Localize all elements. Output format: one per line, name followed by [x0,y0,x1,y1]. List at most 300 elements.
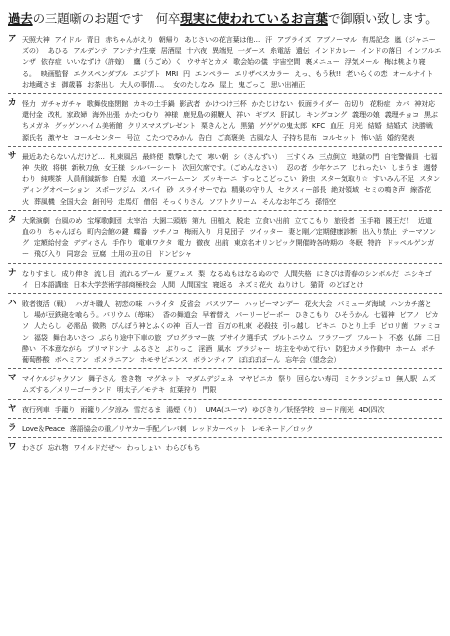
theme-word: 反省会 [179,299,201,309]
theme-word: 義理の娘 [352,110,380,120]
theme-word: 祥い [236,110,251,120]
theme-word: 神対応 [414,99,435,109]
theme-word: レッドカーペット [191,423,247,433]
theme-word: 門限 [202,385,217,395]
theme-word: 舞台あいさつ [52,332,95,342]
theme-word: ぽぽぽぽーん [238,355,281,365]
theme-word: 回らない寿司 [296,374,339,384]
theme-word: ミケランジェロ [343,374,392,384]
theme-word: 天照大神 [22,35,50,44]
theme-word: 決勝戦 [412,121,433,131]
theme-word: 七福神 [22,151,438,173]
theme-word: 日本語講座 [33,279,69,289]
section-3 [8,151,442,207]
theme-word: 結婚 [367,121,382,131]
theme-word: 異端児 [212,46,233,56]
theme-word: 地獄の門 [351,151,380,161]
theme-word: ブサイク選手式 [219,332,268,342]
theme-word: 落語協会の重／リヤカー手配／レバ刺 [69,423,187,433]
theme-word: 海外出張 [92,110,120,120]
theme-word: フルート [356,332,384,342]
theme-word: いいなずけ（許嫁） [66,57,129,67]
theme-word: あひる [47,46,69,56]
theme-word: 流し目 [94,268,115,278]
theme-word: 台風のめ [54,215,83,225]
theme-word: 百人一首 [184,321,213,331]
theme-word: ちゃんぽら [47,227,83,237]
theme-word: わさび [22,443,43,453]
theme-word: 二日酔い [22,332,441,353]
theme-word: 線香花火 [22,185,431,206]
theme-word: アイドル [54,35,82,44]
theme-word: 豆腐 [92,249,106,259]
theme-word: スライサーでね [178,185,227,195]
theme-word: 福袋 [33,332,48,342]
theme-word: 砂 [166,185,174,195]
theme-word: 三すくみ [286,151,314,161]
theme-word: ぶりっこ [165,343,194,353]
theme-word: ニシキゴイ [22,268,432,289]
theme-word: 夜行列車 [22,404,50,414]
theme-word: ハライタ [147,299,175,309]
theme-word: 夏フェス [165,268,193,278]
theme-word: 必殺技 [256,321,278,331]
theme-word: すっとこどっこい [241,174,297,184]
theme-word: なりすまし [22,268,57,278]
theme-word: かたつむり [124,110,160,120]
theme-word: 初恋の味 [114,299,143,309]
theme-word: スパイ [140,185,162,195]
theme-word: ピロリ菌 [380,321,408,331]
theme-word: 家政婦 [66,110,88,120]
theme-word: 血圧 [329,121,344,131]
theme-word: 第九 [191,215,206,225]
theme-word: 三点倒立 [319,151,347,161]
theme-word: 影武者 [179,99,201,109]
theme-word: ファミコン [22,321,441,342]
theme-word: ポメラニアン [93,355,135,365]
theme-word: 女王様 [104,163,125,173]
theme-word: 鷹（うごめ）く [133,57,182,67]
theme-word: 不惑 [388,332,403,342]
theme-word: 依存症 [40,57,62,67]
theme-word: 近道 [417,215,432,225]
theme-word: えっ、もう秋!! [294,68,342,78]
theme-word: ご高褒美 [217,132,245,142]
theme-word: キングコング [306,110,348,120]
theme-word: 飛び入り [33,249,62,259]
theme-word: バミューダ海域 [337,299,386,309]
section-divider [8,93,442,94]
theme-word: 朝帰り [158,35,180,44]
theme-word: 人間失格 [283,268,312,278]
theme-word: 汗 [265,35,273,44]
section-divider [8,399,442,400]
theme-word: 少年ケニア [312,163,347,173]
theme-word: スーパームーン [150,174,198,184]
theme-word: エクスペンダブル [73,68,128,78]
theme-word: 葡萄酢酸 [22,355,50,365]
theme-word: 特許 [367,238,382,248]
theme-word: 東京名オリンピック開催時各時期の [233,238,344,248]
theme-word: お茶出し [87,79,115,89]
theme-word: KFC [311,121,325,131]
theme-word: 旅役者 [334,215,355,225]
theme-word: 将棋 [52,163,67,173]
section-divider [8,210,442,211]
theme-word: 黒ぶちメガネ [22,110,438,131]
section-key: ヤ [8,403,17,414]
theme-word: 鬼ごっこ [238,79,266,89]
header-past: 過去 [8,11,33,26]
theme-word: 忍の者 [286,163,308,173]
theme-word: 僧侶 [143,196,158,206]
section-words [22,151,442,207]
theme-word: 不本意ながら [40,343,83,353]
theme-word: 祭り [278,374,292,384]
theme-word: 歌会始の儀 [233,57,268,67]
theme-word: ムズムズする／メリーゴーランド [22,374,436,395]
theme-word: 結婚式 [386,121,408,131]
theme-word: 子持ち昆布 [282,132,317,142]
section-10 [8,442,442,453]
theme-word: ひそうかん [334,310,369,320]
theme-word: ゲゲゲの鬼太郎 [259,121,307,131]
theme-word: 仏師 [407,332,422,342]
theme-word: ドッペルゲンガー [22,238,434,259]
theme-word: 赤ちゃんがえり [105,35,154,44]
theme-word: 裏メニュー [305,57,340,67]
theme-word: ドンピシャ [157,249,192,259]
theme-word: 浮気メール [344,57,380,67]
theme-word: 有馬記念 [361,35,390,44]
theme-word: 大人の事情…。 [119,79,168,89]
theme-word: エジプト [132,68,161,78]
theme-word: 怖い話 [361,132,382,142]
theme-word: 手籠り [54,404,76,414]
section-divider [8,368,442,369]
theme-word: 婚約発表 [386,132,415,142]
theme-word: 宝塚歌劇団 [87,215,122,225]
theme-word: インドの落日 [360,46,403,56]
theme-word: レモネード／ロック [251,423,314,433]
theme-word: スター気取り☆ [320,174,368,184]
theme-word: 雪だるま [133,404,162,414]
theme-word: わっしょい [126,443,161,453]
theme-word: 人間 [161,279,175,289]
theme-word: じれったい [351,163,386,173]
theme-word: 改札 [47,110,62,120]
theme-word: スタンディングオベーション [22,174,440,195]
theme-word: 人員削減新参 [66,174,108,184]
theme-word: 人間国宝 [179,279,208,289]
theme-word: 居酒屋 [160,46,182,56]
theme-word: 義理チョコ [384,110,419,120]
theme-word: 青日 [86,35,101,44]
theme-word: 月光 [348,121,363,131]
theme-word: ハッピーマンデー [244,299,300,309]
theme-word: グッゲンハイム美術館 [54,121,123,131]
section-key: ハ [8,298,17,309]
section-words [22,98,442,143]
theme-word: エリザベスカラー [234,68,290,78]
theme-word: こたつでみかん [145,132,194,142]
theme-word: ソフトクリーム [208,196,257,206]
theme-word: 月見団子 [216,227,245,237]
section-words [22,268,442,290]
theme-word: 太宰治 [126,215,148,225]
section-words [22,442,442,453]
theme-word: 引っ越し [282,321,311,331]
section-words [22,373,442,395]
theme-word: あじさいの花言葉は他… [184,35,261,44]
theme-word: ウサギとカメ [186,57,229,67]
theme-word: 栗きんとん [200,121,236,131]
theme-word: 梅は桃より寝る。 [22,57,426,78]
theme-word: 最近あたらないんだけど… [22,151,105,161]
theme-word: ねりけし [277,279,306,289]
theme-word: しまうま [390,163,419,173]
section-words [22,404,442,415]
theme-word: 札束風呂 [109,151,138,161]
header-end: で御願い致します。 [327,11,438,26]
theme-word: プリマドンナ [87,343,129,353]
theme-word: 御歳暮 [61,79,83,89]
theme-word: カバ [395,99,410,109]
theme-word: ツチノコ [152,227,180,237]
theme-word: デディさん [73,238,108,248]
theme-word: 屋上 [219,79,234,89]
theme-word: 純喫茶 [40,174,62,184]
theme-word: 定額給付金 [33,238,69,248]
theme-word: 孫悟空 [315,196,336,206]
section-8 [8,404,442,415]
theme-word: 4D(四次 [358,404,385,414]
theme-word: 明太子／モテキ [116,385,165,395]
theme-word: 花火大会 [304,299,333,309]
theme-word: ブラジャー [235,343,271,353]
theme-word: 週替わり [22,163,438,184]
theme-word: なるぬもはなるぬので [209,268,279,278]
theme-word: 蝶番 [133,227,148,237]
theme-word: ボランティア [192,355,234,365]
theme-word: 血のり [22,227,43,237]
theme-word: 電力 [177,238,192,248]
theme-word: 梅雨入り [184,227,212,237]
theme-word: MRI [165,68,179,78]
theme-word: ワイルドだぜ〜 [73,443,122,453]
theme-word: ネズミ花火 [238,279,273,289]
theme-word: 精巣の守り人 [231,185,273,195]
theme-word: スポーツジム [94,185,136,195]
theme-word: 歌舞伎座閉館 [86,99,129,109]
theme-word: カキの土手鍋 [133,99,175,109]
theme-word: 全国大会 [59,196,88,206]
theme-word: 妻と剛／定期健康診断 [288,227,358,237]
theme-word: コールセンター [73,132,122,142]
theme-word: 七福神 [373,310,395,320]
header-highlight: 現実に使われているお言葉 [180,11,328,26]
theme-word: 町内会館の鍵 [87,227,129,237]
theme-word: ゆびきり／妖怪学校 [251,404,315,414]
theme-word: コルセット [321,132,357,142]
theme-word: 田植え [210,215,232,225]
theme-word: アプライズ [277,35,312,44]
section-7 [8,373,442,395]
theme-word: パスツアー [205,299,240,309]
theme-word: 敗者復活（戦） [22,299,71,309]
theme-word: 舞子さん [88,374,116,384]
theme-word: 場が豆鉄砲を喰らう。バリウム（苺味） [33,310,158,320]
theme-word: 成り伸き [61,268,90,278]
theme-word: Love＆Peace [22,423,65,433]
theme-word: テーマソング [22,227,436,248]
theme-word: 白髪 [112,174,127,184]
theme-word: 糸電話 [270,46,291,56]
section-divider [8,437,442,438]
theme-word: 最終便 [142,151,163,161]
theme-word: 玉手箱 [359,215,381,225]
theme-word: 円 [183,68,190,78]
theme-word: ハンカチ落とし [22,299,432,320]
theme-word: 十六夜 [186,46,208,56]
theme-word: ズッキーニ [202,174,237,184]
theme-word: 電車ワクタ [137,238,173,248]
section-6 [8,298,442,365]
theme-word: アルデンテ [73,46,108,56]
theme-word: 出入り禁止 [362,227,397,237]
theme-word: セクスィー部長 [277,185,327,195]
theme-word: フラフープ [317,332,352,342]
theme-word: 映画監督 [40,68,69,78]
theme-word: 遺伝 [295,46,310,56]
section-key: カ [8,98,17,109]
theme-word: そんなお年ごろ [261,196,311,206]
section-words [22,423,442,434]
theme-word: ボヘミアン [54,355,89,365]
theme-word: 忘年会（望念会） [285,355,341,365]
page-header [8,10,442,28]
theme-word: 怪力 [22,99,36,109]
theme-word: 同窓会 [66,249,88,259]
theme-word: ホーム [395,343,417,353]
theme-word: 流れるプール [119,268,161,278]
theme-word: 猫背 [310,279,325,289]
theme-word: ぶらり途中下車の旅 [99,332,162,342]
theme-word: 還付金 [22,110,43,120]
theme-word: 嵐（ジャニーズの） [22,35,436,56]
theme-word: 淫酒 [198,343,213,353]
section-words [22,34,442,90]
theme-word: かたじけない [251,99,293,109]
theme-word: 脱走 [236,215,251,225]
theme-word: 鹿児島の銀鞭人 [183,110,232,120]
theme-word: 激ヤセ [47,132,69,142]
theme-word: ブログラマー族 [166,332,215,342]
theme-word: 百万の札束 [217,321,252,331]
theme-word: マイケルジャクソン [22,374,84,384]
theme-word: 大園二頭筋 [152,215,187,225]
theme-word: マグネット [146,374,181,384]
theme-word: ポチ [421,343,435,353]
theme-word: オールナイト [392,68,434,78]
theme-word: 紅葉狩り [169,385,198,395]
theme-word: 号泣 [126,132,141,142]
theme-word: 創刊号 [92,196,113,206]
theme-word: 一ダース [237,46,265,56]
theme-word: 神様 [164,110,179,120]
theme-word: 次回欠席です。（ごめんなさい） [182,163,282,173]
section-key: ラ [8,422,17,433]
theme-word: 無人駅 [396,374,417,384]
theme-word: ビアノ [399,310,420,320]
section-divider [8,418,442,419]
theme-word: UMA(ユーマ) [205,404,247,414]
theme-word: 香の舞道会 [162,310,198,320]
theme-word: 微熱 [92,321,106,331]
theme-word: アブノーマル [316,35,357,44]
theme-word: シルバーシート [129,163,178,173]
section-key: ア [8,34,17,44]
section-key: タ [8,214,17,225]
theme-word: にきびは青春のシンボルだ [316,268,399,278]
theme-word: 水道 [131,174,146,184]
theme-word: 新秋刀魚 [71,163,100,173]
section-2 [8,98,442,143]
theme-word: 冬眠 [348,238,363,248]
section-divider [8,263,442,264]
section-divider [8,146,442,147]
theme-word: ぴんぼう神とふくの神 [110,321,180,331]
theme-word: 自宅警備員 [384,151,419,161]
theme-word: 湯煙（り） [166,404,201,414]
theme-word: インドカレー [314,46,356,56]
theme-word: 梨 [197,268,205,278]
theme-word: そっくりさん [162,196,204,206]
theme-word: 出前 [214,238,229,248]
theme-word: マヤピニカ [238,374,274,384]
section-words [22,298,442,365]
theme-sections [8,34,442,453]
theme-word: アンテナ/生豪 [112,46,156,56]
theme-word: 老いらくの恋 [346,68,388,78]
theme-word: 早着替え [202,310,230,320]
theme-word: ガチャガチャ [40,99,82,109]
section-words [22,215,442,260]
theme-word: クリスマスプレゼント [127,121,196,131]
theme-word: お地蔵さま [22,79,57,89]
theme-word: 防犯カメラ作動中 [335,343,391,353]
theme-word: 手作り [112,238,133,248]
theme-word: かけつけ三杯 [205,99,247,109]
theme-word: 巻き物 [120,374,142,384]
theme-word: ピカソ [22,310,439,331]
theme-word: ビキニ [315,321,336,331]
theme-word: 徹夜 [196,238,210,248]
theme-word: 古風な人 [249,132,278,142]
section-1 [8,34,442,90]
theme-word: ひとり上手 [340,321,376,331]
theme-word: ひきこもり [294,310,330,320]
theme-word: インフルエンザ [22,46,442,67]
theme-word: ハガキ職人 [75,299,110,309]
theme-word: 風水 [217,343,231,353]
theme-word: プルトニウム [272,332,313,342]
section-key: マ [8,373,17,384]
theme-word: 女のたしなみ [173,79,215,89]
theme-word: すいみん不足 [372,174,415,184]
header-middle: の三題噺のお題です 何卒 [32,11,181,26]
